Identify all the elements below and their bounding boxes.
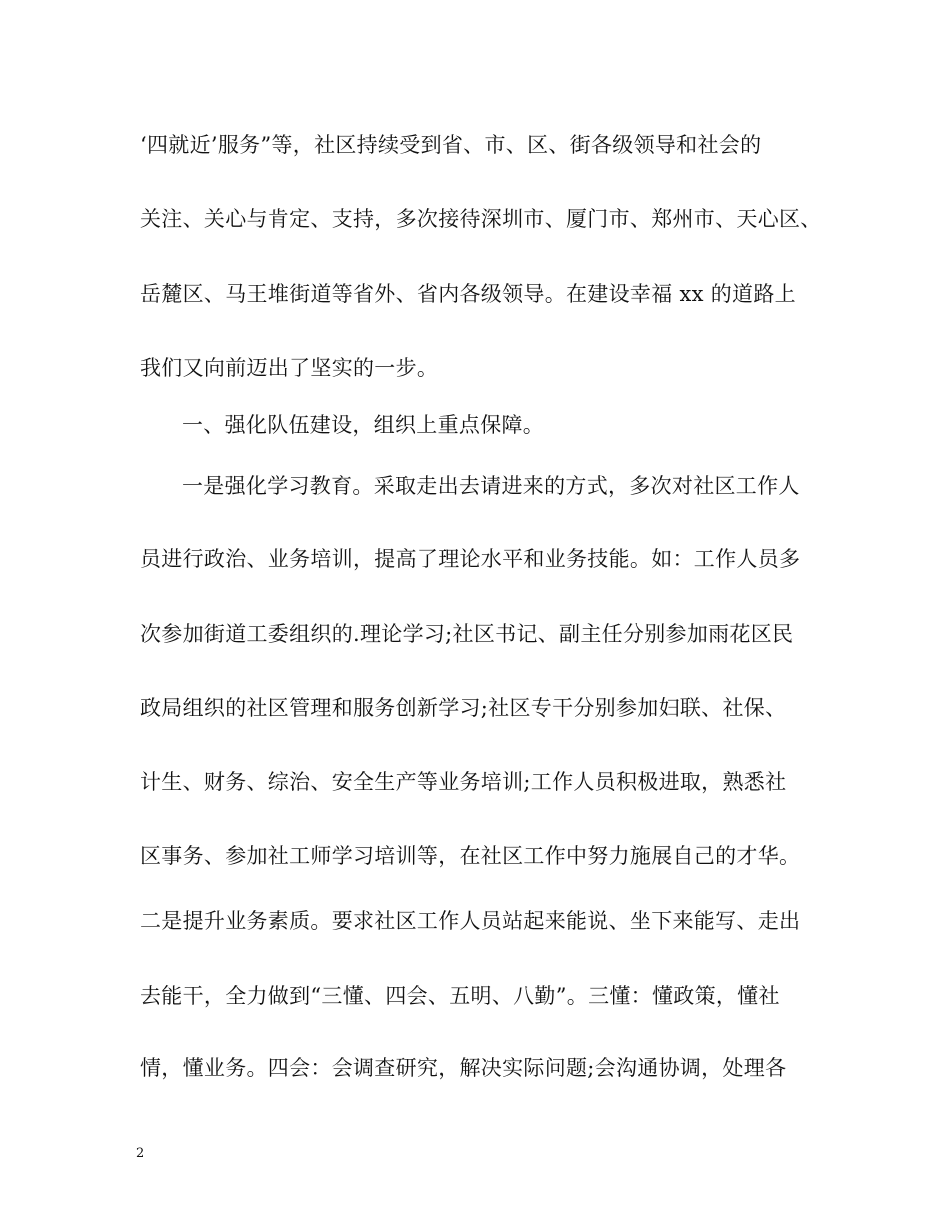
text-line: ‘四就近’服务”等，社区持续受到省、市、区、街各级领导和社会的 (140, 133, 762, 157)
text-line: 区事务、参加社工师学习培训等，在社区工作中努力施展自己的才华。 (140, 844, 801, 868)
page-number: 2 (136, 1146, 145, 1161)
section-heading: 一、强化队伍建设，组织上重点保障。 (182, 413, 545, 437)
text-line: 政局组织的社区管理和服务创新学习;社区专干分别参加妇联、社保、 (140, 696, 787, 720)
text-line: 一是强化学习教育。采取走出去请进来的方式，多次对社区工作人 (182, 474, 800, 498)
text-line: 员进行政治、业务培训，提高了理论水平和业务技能。如：工作人员多 (140, 547, 801, 571)
text-line: 岳麓区、马王堆街道等省外、省内各级领导。在建设幸福 xx 的道路上 (140, 282, 796, 306)
text-line: 二是提升业务素质。要求社区工作人员站起来能说、坐下来能写、走出 (140, 909, 801, 933)
text-line: 我们又向前迈出了坚实的一步。 (140, 356, 439, 380)
text-line: 关注、关心与肯定、支持，多次接待深圳市、厦门市、郑州市、天心区、 (140, 207, 822, 231)
text-line: 去能干，全力做到“三懂、四会、五明、八勤”。三懂：懂政策，懂社 (140, 984, 780, 1008)
text-line: 次参加街道工委组织的.理论学习;社区书记、副主任分别参加雨花区民 (140, 622, 794, 646)
text-line: 情，懂业务。四会：会调查研究，解决实际问题;会沟通协调，处理各 (140, 1056, 787, 1080)
text-line: 计生、财务、综治、安全生产等业务培训;工作人员积极进取，熟悉社 (140, 770, 787, 794)
